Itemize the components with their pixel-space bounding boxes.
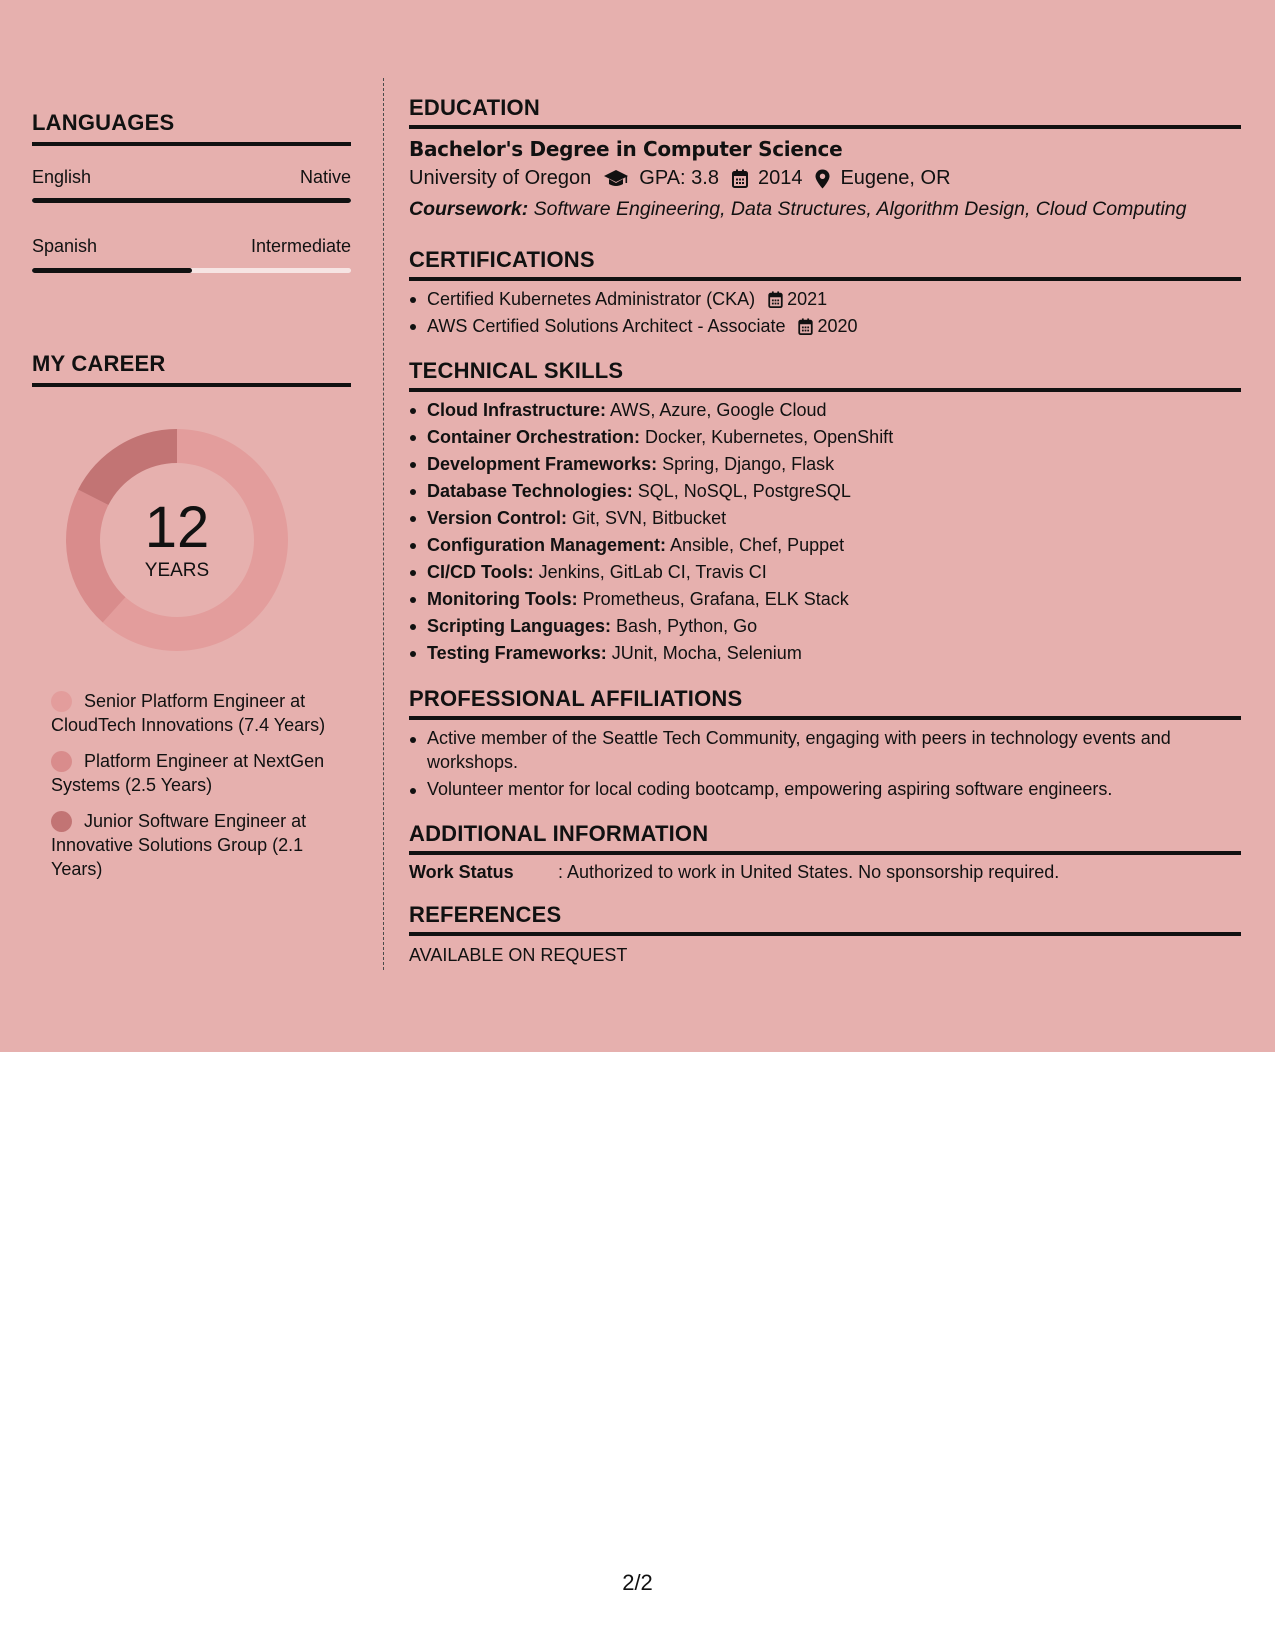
skill-item — [427, 586, 893, 613]
skill-values: Spring, Django, Flask — [662, 454, 835, 474]
coursework-list: Software Engineering, Data Structures, Algorithm Design, Cloud Computing — [533, 198, 1187, 220]
skill-category: Database Technologies: — [427, 481, 633, 501]
career-legend-item — [51, 689, 341, 737]
skill-item — [427, 424, 893, 451]
career-legend-item — [51, 809, 341, 881]
references-heading: REFERENCES — [409, 902, 1241, 936]
technical-skills-heading: TECHNICAL SKILLS — [409, 358, 1241, 392]
skills-list — [427, 397, 893, 667]
skill-item — [427, 451, 893, 478]
skill-values: Bash, Python, Go — [616, 616, 758, 636]
skill-values: Jenkins, GitLab CI, Travis CI — [538, 562, 767, 582]
language-name: Spanish — [32, 236, 98, 256]
skill-values: JUnit, Mocha, Selenium — [611, 643, 802, 663]
skill-item — [427, 640, 893, 667]
page-number: 2/2 — [622, 1570, 653, 1595]
language-bar-fill — [32, 268, 192, 273]
school-name: University of Oregon — [409, 167, 592, 189]
language-bar-spanish — [32, 268, 351, 273]
certification-item — [427, 313, 858, 340]
column-divider — [383, 78, 384, 970]
affiliations-list — [427, 726, 1227, 804]
career-total-unit: YEARS — [144, 560, 210, 581]
skill-item — [427, 559, 893, 586]
skill-category: Cloud Infrastructure: — [427, 400, 607, 420]
career-role-label: Junior Software Engineer at Innovative Solutions Group (2.1 Years) — [51, 811, 307, 879]
graduation-year: 2014 — [757, 167, 803, 189]
skill-category: Scripting Languages: — [427, 616, 612, 636]
language-level: Intermediate — [250, 236, 351, 256]
language-bar-english — [32, 198, 351, 203]
skill-values: Git, SVN, Bitbucket — [572, 508, 727, 528]
skill-values: Prometheus, Grafana, ELK Stack — [582, 589, 849, 609]
skill-item — [427, 532, 893, 559]
skill-values: Ansible, Chef, Puppet — [670, 535, 845, 555]
work-status-label: Work Status — [409, 862, 514, 882]
career-role-label: Senior Platform Engineer at CloudTech Innovations (7.4 Years) — [51, 691, 326, 735]
skill-category: CI/CD Tools: — [427, 562, 534, 582]
language-name: English — [32, 167, 92, 187]
skill-item — [427, 478, 893, 505]
career-legend-item — [51, 749, 341, 797]
career-heading: MY CAREER — [32, 351, 351, 387]
certification-name: AWS Certified Solutions Architect - Associate — [427, 316, 786, 336]
skill-item — [427, 505, 893, 532]
affiliations-heading: PROFESSIONAL AFFILIATIONS — [409, 686, 1241, 720]
calendar-icon — [768, 291, 783, 308]
additional-info-heading: ADDITIONAL INFORMATION — [409, 821, 1241, 855]
certification-item — [427, 286, 858, 313]
education-heading: EDUCATION — [409, 95, 1241, 129]
certification-year: 2021 — [787, 289, 828, 309]
work-status-value: : Authorized to work in United States. No sponsorship required. — [558, 862, 1060, 882]
skill-values: SQL, NoSQL, PostgreSQL — [637, 481, 851, 501]
skill-category: Version Control: — [427, 508, 568, 528]
skill-item — [427, 613, 893, 640]
skill-category: Monitoring Tools: — [427, 589, 578, 609]
certification-year: 2020 — [817, 316, 858, 336]
work-status-row — [409, 862, 1059, 883]
coursework — [409, 198, 1186, 221]
education-meta — [409, 167, 951, 190]
calendar-icon — [732, 169, 748, 188]
graduation-cap-icon — [603, 169, 629, 189]
career-total-years: 12 — [144, 495, 210, 560]
references-text: AVAILABLE ON REQUEST — [409, 945, 628, 965]
affiliation-item: Active member of the Seattle Tech Community, engaging with peers in technology events and workshops. — [427, 726, 1227, 774]
language-row-spanish — [32, 236, 351, 257]
career-role-label: Platform Engineer at NextGen Systems (2.5 Years) — [51, 751, 325, 795]
gpa: GPA: 3.8 — [639, 167, 719, 189]
career-donut-center — [66, 429, 288, 651]
legend-dot — [51, 751, 72, 772]
legend-dot — [51, 811, 72, 832]
skill-category: Testing Frameworks: — [427, 643, 607, 663]
school-location: Eugene, OR — [840, 167, 951, 189]
language-bar-fill — [32, 198, 351, 203]
map-pin-icon — [815, 169, 830, 189]
language-row-english — [32, 167, 351, 188]
degree-title: Bachelor's Degree in Computer Science — [409, 137, 843, 161]
languages-heading: LANGUAGES — [32, 110, 351, 146]
skill-category: Development Frameworks: — [427, 454, 658, 474]
skill-category: Configuration Management: — [427, 535, 666, 555]
skill-item — [427, 397, 893, 424]
career-legend — [51, 689, 341, 893]
skill-values: Docker, Kubernetes, OpenShift — [645, 427, 894, 447]
calendar-icon — [798, 318, 813, 335]
certifications-list — [427, 286, 858, 340]
affiliation-item: Volunteer mentor for local coding bootcamp, empowering aspiring software engineers. — [427, 777, 1227, 801]
certification-name: Certified Kubernetes Administrator (CKA) — [427, 289, 756, 309]
certifications-heading: CERTIFICATIONS — [409, 247, 1241, 281]
legend-dot — [51, 691, 72, 712]
language-level: Native — [299, 167, 351, 187]
skill-category: Container Orchestration: — [427, 427, 641, 447]
skill-values: AWS, Azure, Google Cloud — [610, 400, 827, 420]
coursework-label: Coursework: — [409, 198, 529, 220]
